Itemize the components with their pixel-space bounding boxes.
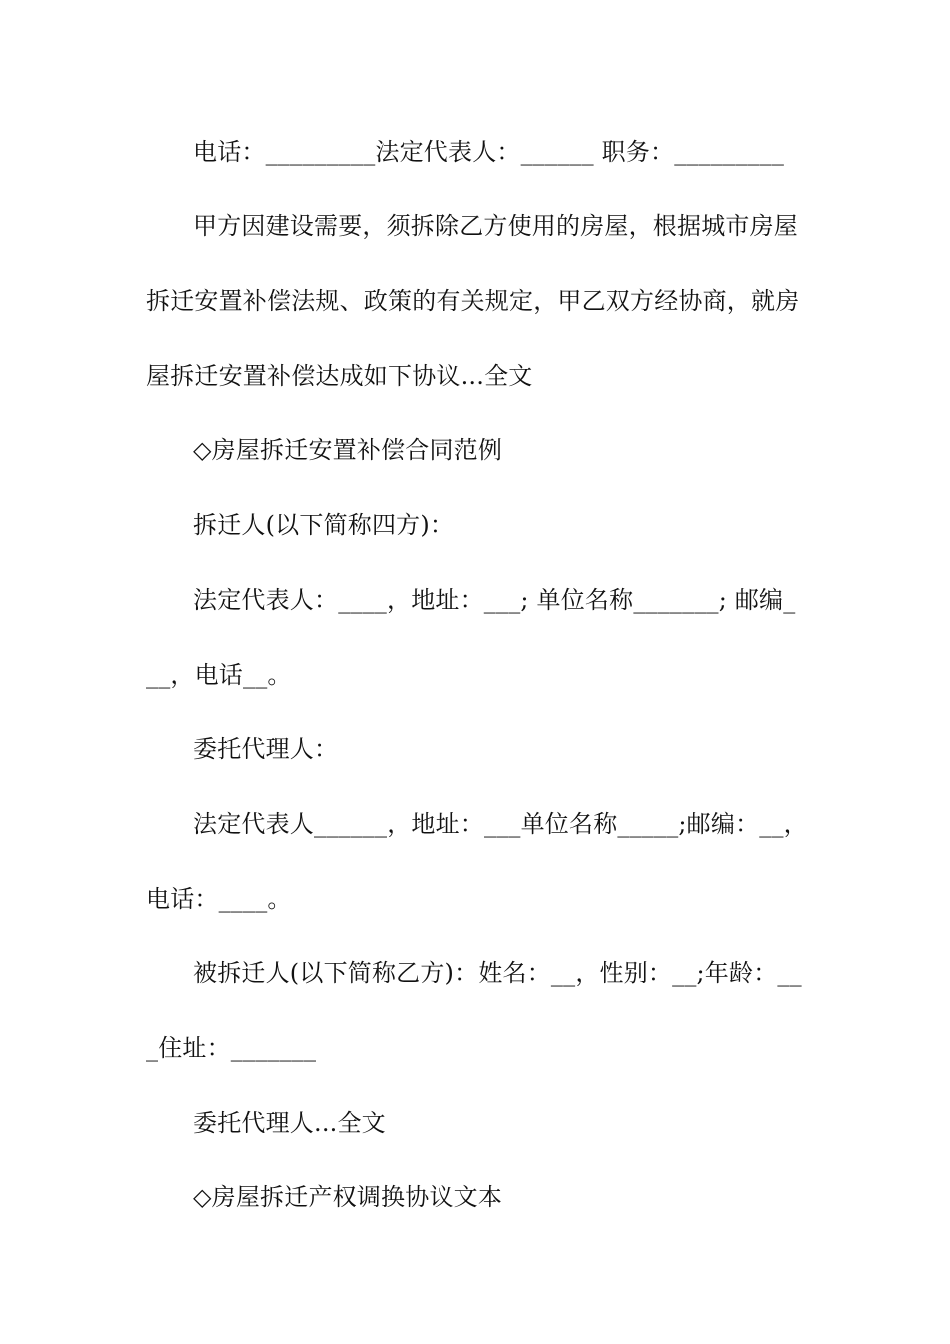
paragraph-line: 屋拆迁安置补偿达成如下协议...全文 [146, 362, 533, 390]
paragraph-line: 法定代表人：____，地址：___; 单位名称_______; 邮编_ [193, 586, 796, 614]
paragraph-line: 法定代表人______，地址：___单位名称_____;邮编：__， [193, 810, 808, 838]
paragraph-line: 电话：____。 [146, 885, 292, 913]
paragraph-line: 委托代理人...全文 [193, 1109, 386, 1137]
phone-representative-line: 电话：_________法定代表人：______ 职务：_________ [193, 138, 785, 166]
paragraph-line: 被拆迁人(以下简称乙方)：姓名：__，性别：__;年龄：__ [193, 959, 802, 987]
paragraph-line: _住址：_______ [146, 1034, 317, 1062]
section-heading: ◇房屋拆迁产权调换协议文本 [193, 1183, 503, 1211]
paragraph-line: 甲方因建设需要，须拆除乙方使用的房屋，根据城市房屋 [193, 212, 798, 240]
section-heading: ◇房屋拆迁安置补偿合同范例 [193, 436, 503, 464]
paragraph-line: __，电话__。 [146, 661, 292, 689]
paragraph-line: 委托代理人： [193, 735, 339, 763]
paragraph-line: 拆迁人(以下简称四方)： [193, 511, 455, 539]
paragraph-line: 拆迁安置补偿法规、政策的有关规定，甲乙双方经协商，就房 [146, 287, 800, 315]
